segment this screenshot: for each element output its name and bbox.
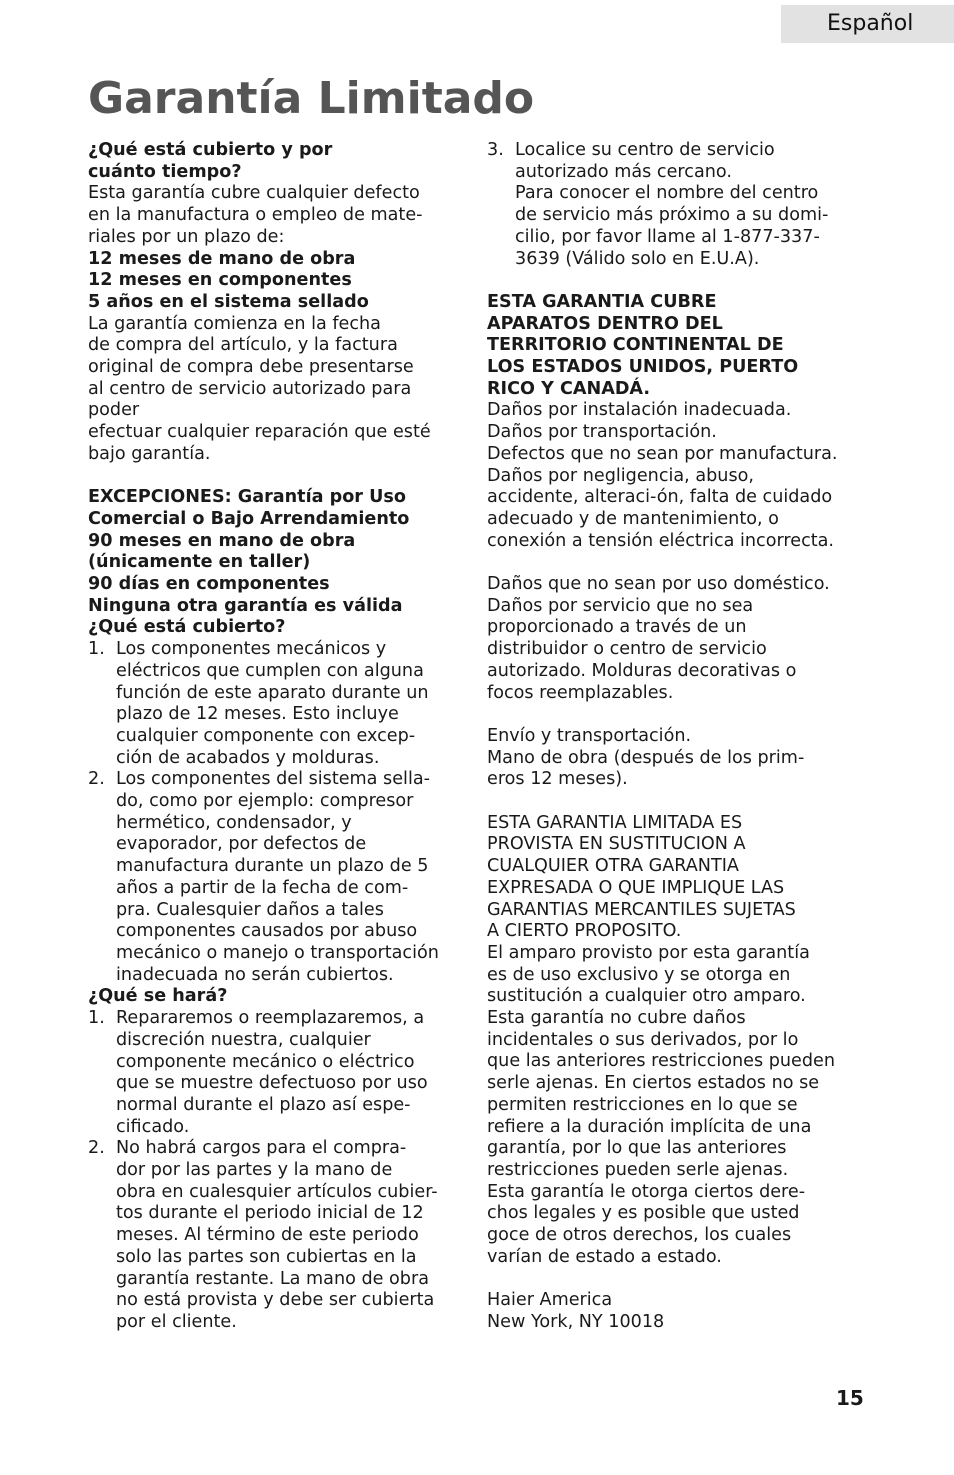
list-item [88, 769, 473, 986]
text-line: componente mecánico o eléctrico [116, 1051, 415, 1072]
text-line: El amparo provisto por esta garantía [487, 942, 810, 963]
text-line: discreción nuestra, cualquier [116, 1029, 371, 1050]
text-line: Mano de obra (después de los prim- [487, 747, 805, 768]
text-line: que se muestre defectuoso por uso [116, 1073, 428, 1094]
done-list [88, 1008, 473, 1334]
text-line: Esta garantía no cubre daños [487, 1008, 746, 1029]
text-line: restricciones pueden serle ajenas. [487, 1159, 789, 1180]
list-item-number: 1. [88, 639, 105, 660]
text-line: función de este aparato durante un [116, 682, 429, 703]
text-line: Localice su centro de servicio [515, 140, 775, 160]
text-line: inadecuada no serán cubiertos. [116, 964, 394, 985]
covered-heading: ¿Qué está cubierto? [88, 617, 286, 638]
text-line: sustitución a cualquier otro amparo. [487, 986, 806, 1007]
text-line: dor por las partes y la mano de [116, 1160, 393, 1181]
text-line: PROVISTA EN SUSTITUCION A [487, 834, 746, 855]
text-line: refiere a la duración implícita de una [487, 1116, 812, 1137]
text-line: Los componentes mecánicos y [116, 639, 387, 660]
text-line: focos reemplazables. [487, 682, 674, 703]
page-title: Garantía Limitado [88, 73, 535, 124]
covered-time-text [88, 183, 473, 248]
text-line: distribuidor o centro de servicio [487, 639, 767, 660]
text-line: do, como por ejemplo: compresor [116, 791, 414, 812]
text-line: goce de otros derechos, los cuales [487, 1225, 792, 1246]
text-line: EXPRESADA O QUE IMPLIQUE LAS [487, 877, 785, 898]
text-line: manufactura durante un plazo de 5 [116, 856, 429, 877]
text-line: 5 años en el sistema sellado [88, 291, 369, 312]
text-line: 90 meses en mano de obra [88, 530, 356, 551]
text-line: ESTA GARANTIA LIMITADA ES [487, 812, 743, 833]
text-line: Haier America [487, 1290, 613, 1311]
list-item [88, 1008, 473, 1138]
text-line: años a partir de la fecha de com- [116, 877, 409, 898]
text-line: es de uso exclusivo y se otorga en [487, 964, 791, 985]
text-line: Para conocer el nombre del centro [515, 183, 819, 204]
text-line: solo las partes son cubiertas en la [116, 1246, 417, 1267]
text-line: pra. Cualesquier daños a tales [116, 899, 384, 920]
text-line: meses. Al término de este periodo [116, 1225, 419, 1246]
text-line: evaporador, por defectos de [116, 834, 367, 855]
service-center-item [487, 140, 872, 270]
text-line: por el cliente. [116, 1311, 237, 1332]
text-line: La garantía comienza en la fecha [88, 313, 381, 334]
text-line: Esta garantía le otorga ciertos dere- [487, 1181, 806, 1202]
text-line: cualquier componente con excep- [116, 725, 416, 746]
text-line: Daños por negligencia, abuso, [487, 465, 754, 486]
text-line: incidentales o sus derivados, por lo [487, 1029, 799, 1050]
text-line: Daños por instalación inadecuada. [487, 400, 792, 421]
text-line: autorizado. Molduras decorativas o [487, 660, 797, 681]
text-line: 12 meses de mano de obra [88, 248, 356, 269]
text-line: Esta garantía cubre cualquier defecto [88, 183, 420, 204]
text-line: cuánto tiempo? [88, 161, 242, 182]
text-line: plazo de 12 meses. Esto incluye [116, 704, 399, 725]
text-line: garantía, por lo que las anteriores [487, 1138, 787, 1159]
text-line: obra en cualesquier artículos cubier- [116, 1181, 438, 1202]
text-line: al centro de servicio autorizado para [88, 378, 412, 399]
text-line: no está provista y debe ser cubierta [116, 1290, 435, 1311]
exclusions-list-2 [487, 574, 872, 704]
text-line: CUALQUIER OTRA GARANTIA [487, 856, 739, 877]
text-line: de compra del artículo, y la factura [88, 335, 398, 356]
covered-time-heading [88, 140, 473, 183]
text-line: chos legales y es posible que usted [487, 1203, 800, 1224]
text-line: tos durante el periodo inicial de 12 [116, 1203, 424, 1224]
text-line: conexión a tensión eléctrica incorrecta. [487, 530, 835, 551]
list-item [88, 1138, 473, 1333]
text-line: ESTA GARANTIA CUBRE [487, 291, 717, 312]
list-item-number: 1. [88, 1008, 105, 1029]
text-line: LOS ESTADOS UNIDOS, PUERTO [487, 357, 799, 378]
text-line: Daños que no sean por uso doméstico. [487, 574, 830, 595]
text-line: (únicamente en taller) [88, 552, 311, 573]
text-line: TERRITORIO CONTINENTAL DE [487, 335, 784, 356]
text-line: eros 12 meses). [487, 769, 628, 790]
text-line: cilio, por favor llame al 1-877-337- [515, 226, 820, 247]
text-line: mecánico o manejo o transportación [116, 943, 439, 963]
list-item-number: 3. [487, 140, 504, 160]
text-line: hermético, condensador, y [116, 812, 352, 833]
covered-list [88, 639, 473, 986]
text-line: RICO Y CANADÁ. [487, 378, 651, 399]
text-line: Repararemos o reemplazaremos, a [116, 1008, 425, 1029]
text-line: que las anteriores restricciones pueden [487, 1051, 836, 1072]
language-tab: Español [781, 5, 954, 43]
disclaimer-text [487, 813, 872, 1269]
text-line: Ninguna otra garantía es válida [88, 595, 403, 616]
text-line: Defectos que no sean por manufactura. [487, 443, 838, 464]
text-line: A CIERTO PROPOSITO. [487, 921, 682, 942]
text-line: ción de acabados y molduras. [116, 747, 380, 768]
company-address [487, 1290, 872, 1333]
text-line: Envío y transportación. [487, 725, 692, 746]
text-line: proporcionado a través de un [487, 617, 747, 638]
text-line: 12 meses en componentes [88, 270, 352, 291]
exceptions-block [88, 487, 473, 617]
text-line: ¿Qué está cubierto y por [88, 140, 333, 160]
text-line: Daños por servicio que no sea [487, 595, 754, 616]
text-line: original de compra debe presentarse [88, 357, 414, 378]
text-line: bajo garantía. [88, 443, 211, 464]
exclusions-list-1 [487, 400, 872, 552]
text-line: serle ajenas. En ciertos estados no se [487, 1073, 820, 1094]
list-item [487, 140, 872, 270]
text-line: poder [88, 400, 140, 421]
text-line: varían de estado a estado. [487, 1246, 722, 1267]
text-line: Los componentes del sistema sella- [116, 769, 430, 790]
text-line: No habrá cargos para el compra- [116, 1138, 407, 1159]
text-line: Daños por transportación. [487, 422, 717, 443]
text-line: New York, NY 10018 [487, 1311, 665, 1332]
text-line: eléctricos que cumplen con alguna [116, 660, 424, 681]
text-line: GARANTIAS MERCANTILES SUJETAS [487, 899, 796, 920]
text-line: 90 días en componentes [88, 574, 330, 595]
list-item-number: 2. [88, 769, 105, 790]
territory-heading [487, 292, 872, 401]
text-line: autorizado más cercano. [515, 161, 732, 182]
warranty-terms [88, 249, 473, 314]
text-line: de servicio más próximo a su domi- [515, 205, 829, 226]
text-line: garantía restante. La mano de obra [116, 1268, 429, 1289]
page-number: 15 [836, 1386, 864, 1410]
text-line: normal durante el plazo así espe- [116, 1094, 411, 1115]
warranty-start-text [88, 314, 473, 466]
list-item [88, 639, 473, 769]
text-line: accidente, alteraci-ón, falta de cuidado [487, 487, 833, 508]
text-line: en la manufactura o empleo de mate- [88, 205, 423, 226]
text-line: 3639 (Válido solo en E.U.A). [515, 248, 760, 269]
text-line: EXCEPCIONES: Garantía por Uso [88, 487, 406, 508]
text-line: APARATOS DENTRO DEL [487, 313, 723, 334]
left-column [88, 140, 473, 1334]
list-item-number: 2. [88, 1138, 105, 1159]
text-line: cificado. [116, 1116, 190, 1137]
done-heading: ¿Qué se hará? [88, 986, 228, 1007]
right-column [487, 140, 872, 1334]
exclusions-list-3 [487, 726, 872, 791]
text-line: adecuado y de mantenimiento, o [487, 508, 779, 529]
text-line: efectuar cualquier reparación que esté [88, 422, 431, 443]
text-line: componentes causados por abuso [116, 921, 418, 942]
text-line: Comercial o Bajo Arrendamiento [88, 508, 410, 529]
text-line: riales por un plazo de: [88, 226, 285, 247]
text-line: permiten restricciones en lo que se [487, 1094, 798, 1115]
